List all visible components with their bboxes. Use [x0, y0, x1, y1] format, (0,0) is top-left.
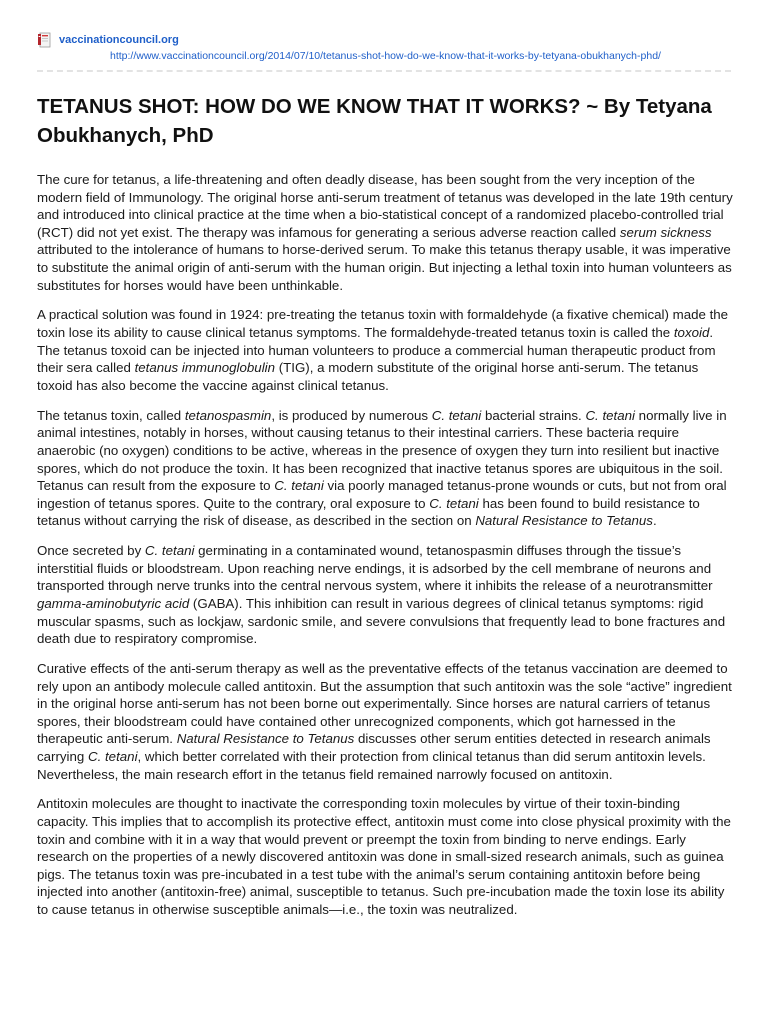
paragraph-3: The tetanus toxin, called tetanospasmin, is produced by numerous C. tetani bacterial strains. C. tetani normally live in animal intestines, notably in horses, without causing tetanus to their intestinal carriers. These bacteria require anaerobic (no oxygen) conditions to be active, whereas in the presence of oxygen they turn into resilient but inactive spores, which do not produce the toxin. It has been recognized that inactive tetanus spores are ubiquitous in the soil. Tetanus can result from the exposure to C. tetani via poorly managed tetanus-prone wounds or cuts, but not from oral ingestion of tetanus spores. Quite to the contrary, oral exposure to C. tetani has been found to build resistance to tetanus without carrying the risk of disease, as described in the section on Natural Resistance to Tetanus.: [37, 407, 727, 529]
site-row: [37, 30, 733, 50]
site-favicon-icon: [37, 32, 53, 48]
article-url-link[interactable]: http://www.vaccinationcouncil.org/2014/07/10/tetanus-shot-how-do-we-know-that-it-works-by-tetyana-obukhanych-phd/: [110, 50, 661, 62]
article-title: TETANUS SHOT: HOW DO WE KNOW THAT IT WORKS? ~ By Tetyana Obukhanych, PhD: [37, 95, 712, 147]
source-header: [37, 30, 733, 62]
paragraph-2: A practical solution was found in 1924: pre-treating the tetanus toxin with formaldehyde (a fixative chemical) made the toxin lose its ability to cause clinical tetanus symptoms. The formaldehyde-treated tetanus toxin is called the toxoid. The tetanus toxoid can be injected into human volunteers to produce a commercial human therapeutic product from their sera called tetanus immunoglobulin (TIG), a modern substitute of the original horse anti-serum. The tetanus toxoid has also become the vaccine against clinical tetanus.: [37, 307, 729, 393]
paragraph-6: Antitoxin molecules are thought to inactivate the corresponding toxin molecules by virtue of their toxin-binding capacity. This implies that to accomplish its protective effect, antitoxin must come into close physical proximity with the toxin and combine with it in a way that would prevent or preempt the toxin from binding to nerve endings. Early research on the properties of a newly discovered antitoxin was done in small-sized research animals, such as guinea pigs. The tetanus toxin was pre-incubated in a test tube with the animal’s serum containing antitoxin before being injected into another (antitoxin-free) animal, susceptible to tetanus. Such pre-incubation made the toxin lose its ability to cause tetanus in otherwise susceptible animals—i.e., the toxin was neutralized.: [37, 796, 731, 918]
site-name-link[interactable]: vaccinationcouncil.org: [59, 34, 179, 46]
paragraph-1: The cure for tetanus, a life-threatening and often deadly disease, has been sought from the very inception of the modern field of Immunology. The original horse anti-serum treatment of tetanus was developed in the late 19th century and introduced into clinical practice at the time when a bio-statistical concept of a randomized placebo-controlled trial (RCT) did not yet exist. The therapy was infamous for generating a serious adverse reaction called serum sickness attributed to the intolerance of humans to horse-derived serum. To make this tetanus therapy usable, it was imperative to substitute the animal origin of anti-serum with the human origin. But injecting a lethal toxin into human volunteers as substitutes for horses would have been unthinkable.: [37, 172, 733, 293]
article-body: [37, 171, 733, 931]
header-divider: [37, 70, 731, 72]
paragraph-4: Once secreted by C. tetani germinating in a contaminated wound, tetanospasmin diffuses through the tissue’s interstitial fluids or bloodstream. Upon reaching nerve endings, it is adsorbed by the cell membrane of neurons and transported through nerve trunks into the central nervous system, where it inhibits the release of a neurotransmitter gamma-aminobutyric acid (GABA). This inhibition can result in various degrees of clinical tetanus symptoms: rigid muscular spasms, such as lockjaw, sardonic smile, and severe convulsions that frequently lead to bone fractures and death due to respiratory compromise.: [37, 543, 726, 647]
paragraph-5: Curative effects of the anti-serum therapy as well as the preventative effects of the tetanus vaccination are deemed to rely upon an antibody molecule called antitoxin. But the assumption that such antitoxin was the sole “active” ingredient in the original horse anti-serum has not been borne out experimentally. Since horses are natural carriers of tetanus spores, their bloodstream could have contained other unrecognized components, which got harnessed in the therapeutic anti-serum. Natural Resistance to Tetanus discusses other serum entities detected in research animals carrying C. tetani, which better correlated with their protection from clinical tetanus than did serum antitoxin levels. Nevertheless, the main research effort in the tetanus field remained narrowly focused on antitoxin.: [37, 661, 732, 782]
